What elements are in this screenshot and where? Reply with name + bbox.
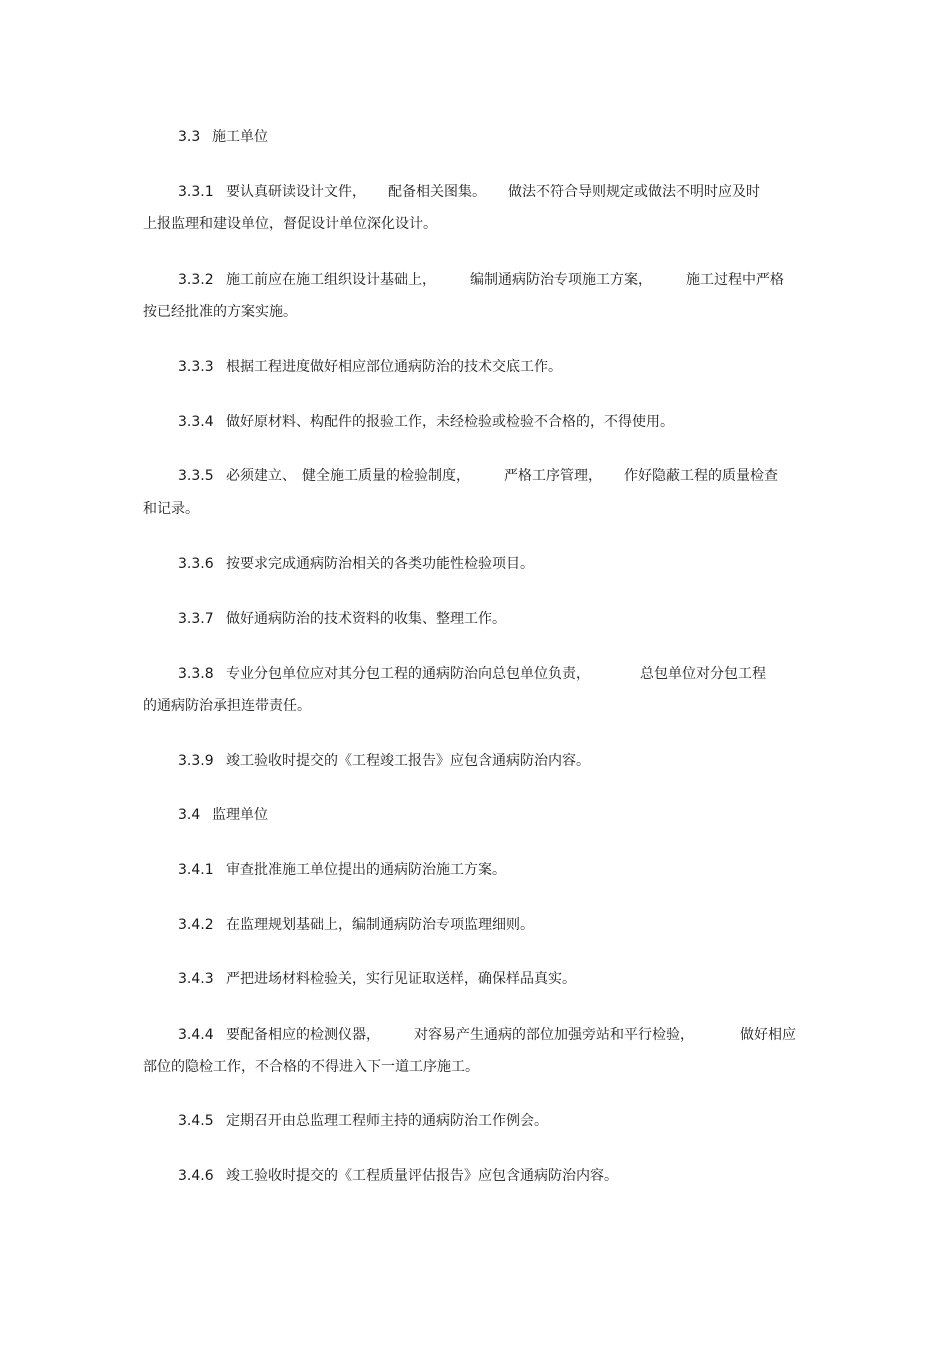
- clause-3-4-5: [178, 1112, 548, 1130]
- clause-text-part: 施工前应在施工组织设计基础上，: [226, 272, 436, 288]
- clause-3-4-1: [178, 861, 506, 879]
- clause-3-4-6: [178, 1167, 618, 1185]
- clause-number: 3.3.9: [178, 753, 214, 769]
- clause-number: 3.3.2: [178, 272, 214, 288]
- clause-number: 3.3.3: [178, 359, 214, 375]
- clause-number: 3.4.6: [178, 1168, 214, 1184]
- clause-text: 在监理规划基础上，编制通病防治专项监理细则。: [226, 917, 534, 933]
- clause-3-4-2: [178, 916, 534, 934]
- clause-number: 3.3.4: [178, 414, 214, 430]
- clause-continuation: 部位的隐检工作，不合格的不得进入下一道工序施工。: [143, 1059, 479, 1075]
- clause-text-part: 做法不符合导则规定或做法不明时应及时: [508, 184, 760, 200]
- clause-text: 竣工验收时提交的《工程竣工报告》应包含通病防治内容。: [226, 753, 590, 769]
- clause-text: 审查批准施工单位提出的通病防治施工方案。: [226, 862, 506, 878]
- clause-text: 根据工程进度做好相应部位通病防治的技术交底工作。: [226, 359, 562, 375]
- clause-number: 3.4.3: [178, 971, 214, 987]
- clause-3-3-8: [178, 665, 766, 683]
- clause-3-3-1: [178, 183, 760, 201]
- clause-3-3-7: [178, 610, 506, 628]
- clause-number: 3.3.6: [178, 556, 214, 572]
- clause-number: 3.3.8: [178, 666, 214, 682]
- clause-continuation: 按已经批准的方案实施。: [143, 304, 297, 320]
- clause-number: 3.4.5: [178, 1113, 214, 1129]
- clause-text: 做好通病防治的技术资料的收集、整理工作。: [226, 611, 506, 627]
- section-number: 3.3: [178, 129, 201, 145]
- clause-text-part: 要认真研读设计文件，: [226, 184, 366, 200]
- clause-number: 3.3.5: [178, 468, 214, 484]
- clause-text-part: 配备相关图集。: [388, 184, 486, 200]
- clause-number: 3.4.1: [178, 862, 214, 878]
- clause-text-part: 总包单位对分包工程: [640, 666, 766, 682]
- clause-3-3-2: [178, 271, 784, 289]
- clause-3-3-5: [178, 467, 778, 485]
- clause-number: 3.3.1: [178, 184, 214, 200]
- clause-text: 做好原材料、构配件的报验工作，未经检验或检验不合格的，不得使用。: [226, 414, 674, 430]
- clause-3-4-3: [178, 970, 576, 988]
- clause-number: 3.3.7: [178, 611, 214, 627]
- section-title: 监理单位: [212, 807, 268, 823]
- clause-text-part: 作好隐蔽工程的质量检查: [624, 468, 778, 484]
- clause-continuation: 的通病防治承担连带责任。: [143, 698, 311, 714]
- clause-3-3-9: [178, 752, 590, 770]
- clause-text: 定期召开由总监理工程师主持的通病防治工作例会。: [226, 1113, 548, 1129]
- section-heading-3-3: [178, 128, 268, 146]
- clause-number: 3.4.4: [178, 1027, 214, 1043]
- clause-text-part: 施工过程中严格: [686, 272, 784, 288]
- section-heading-3-4: [178, 806, 268, 824]
- clause-text-part: 做好相应: [740, 1027, 796, 1043]
- section-title: 施工单位: [212, 129, 268, 145]
- clause-text: 竣工验收时提交的《工程质量评估报告》应包含通病防治内容。: [226, 1168, 618, 1184]
- clause-text-part: 编制通病防治专项施工方案，: [470, 272, 652, 288]
- clause-text-part: 对容易产生通病的部位加强旁站和平行检验，: [414, 1027, 694, 1043]
- clause-text-part: 要配备相应的检测仪器，: [226, 1027, 380, 1043]
- clause-3-3-3: [178, 358, 562, 376]
- clause-text: 严把进场材料检验关，实行见证取送样，确保样品真实。: [226, 971, 576, 987]
- clause-text-part: 严格工序管理，: [504, 468, 602, 484]
- clause-continuation: 和记录。: [143, 501, 199, 517]
- clause-3-3-4: [178, 413, 674, 431]
- clause-text-part: 专业分包单位应对其分包工程的通病防治向总包单位负责，: [226, 666, 590, 682]
- clause-continuation: 上报监理和建设单位，督促设计单位深化设计。: [143, 216, 437, 232]
- clause-3-3-6: [178, 555, 534, 573]
- clause-3-4-4: [178, 1026, 796, 1044]
- clause-text-part: 健全施工质量的检验制度，: [302, 468, 470, 484]
- section-number: 3.4: [178, 807, 201, 823]
- clause-text-part: 必须建立、: [226, 468, 296, 484]
- clause-text: 按要求完成通病防治相关的各类功能性检验项目。: [226, 556, 534, 572]
- clause-number: 3.4.2: [178, 917, 214, 933]
